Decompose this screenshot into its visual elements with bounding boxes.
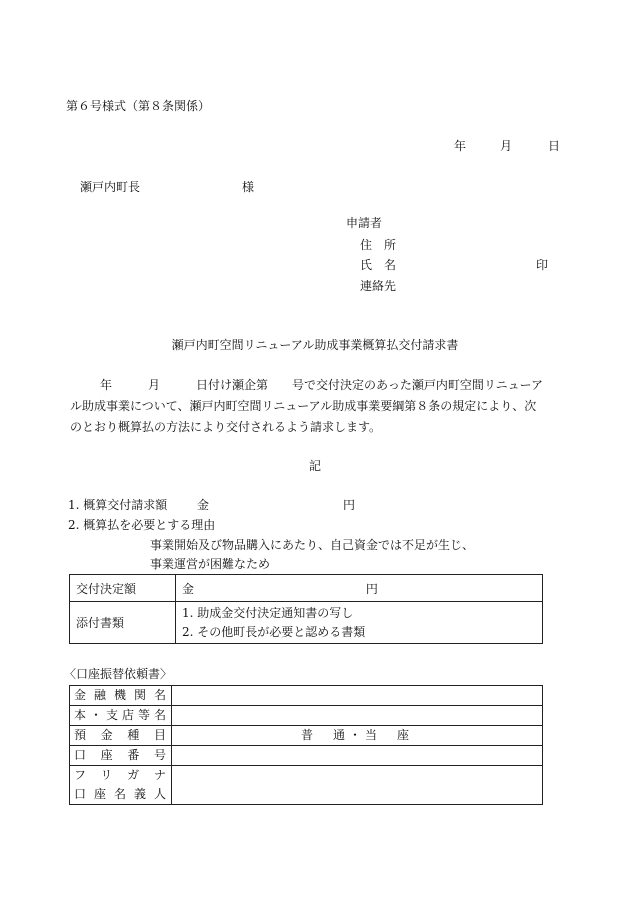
grant-amount-row (70, 575, 543, 602)
holder-label: 口座名義人 (74, 787, 167, 801)
branch-value (172, 706, 543, 726)
number-value (172, 746, 543, 766)
seal-mark: 印 (536, 258, 549, 272)
account-row-number (70, 746, 543, 766)
grant-amount-kin: 金 (182, 581, 195, 596)
date-day: 日 (548, 139, 561, 153)
item2-label: 2. 概算払を必要とする理由 (68, 518, 216, 532)
account-row-type (70, 726, 543, 746)
type-value: 普 通・当 座 (172, 726, 543, 746)
date-year: 年 (454, 139, 467, 153)
account-row-holder (70, 766, 543, 805)
document-title: 瀬戸内町空間リニューアル助成事業概算払交付請求書 (171, 338, 459, 352)
applicant-heading: 申請者 (346, 216, 383, 230)
attachment-item-2: 2. その他町長が必要と認める書類 (182, 624, 366, 639)
body-line-2: ル助成事業について、瀬戸内町空間リニューアル助成事業要綱第８条の規定により、次 (70, 399, 537, 413)
grant-amount-cell (176, 575, 543, 602)
account-row-bank (70, 686, 543, 706)
body-line-3: のとおり概算払の方法により交付されるよう請求します。 (70, 420, 382, 434)
addressee-honorific: 様 (242, 180, 255, 194)
attachments-label: 添付書類 (70, 602, 176, 644)
account-table (69, 685, 543, 805)
account-heading: 〈口座振替依頼書〉 (64, 667, 173, 681)
reason-line-1: 事業開始及び物品購入にあたり、自己資金では不足が生じ、 (150, 538, 475, 552)
ki-heading: 記 (308, 459, 321, 473)
attachments-cell (176, 602, 543, 644)
holder-label-cell (70, 766, 172, 805)
applicant-name-label: 氏 名 (360, 258, 397, 272)
type-label: 預金種目 (70, 726, 172, 746)
bank-value (172, 686, 543, 706)
date-month: 月 (500, 139, 513, 153)
holder-value (172, 766, 543, 805)
branch-label: 本・支店等名 (70, 706, 172, 726)
furigana-label: フリガナ (74, 768, 167, 782)
addressee-name: 瀬戸内町長 (80, 180, 141, 194)
grant-amount-label: 交付決定額 (70, 575, 176, 602)
body-paragraph (70, 375, 562, 438)
applicant-address-label: 住 所 (360, 238, 397, 252)
bank-label: 金融機関名 (70, 686, 172, 706)
attachments-row (70, 602, 543, 644)
grant-table (69, 574, 543, 644)
item1-yen: 円 (343, 498, 356, 512)
form-number: 第６号様式（第８条関係） (66, 99, 211, 113)
item1-label: 1. 概算交付請求額 (68, 498, 168, 512)
number-label: 口座番号 (70, 746, 172, 766)
grant-amount-yen: 円 (365, 581, 378, 596)
account-row-branch (70, 706, 543, 726)
applicant-contact-label: 連絡先 (360, 279, 397, 293)
item1-kin: 金 (197, 498, 210, 512)
attachment-item-1: 1. 助成金交付決定通知書の写し (182, 605, 354, 620)
body-line-1: 年 月 日付け瀬企第 号で交付決定のあった瀬戸内町空間リニューア (100, 378, 544, 392)
reason-line-2: 事業運営が困難なため (150, 557, 271, 571)
